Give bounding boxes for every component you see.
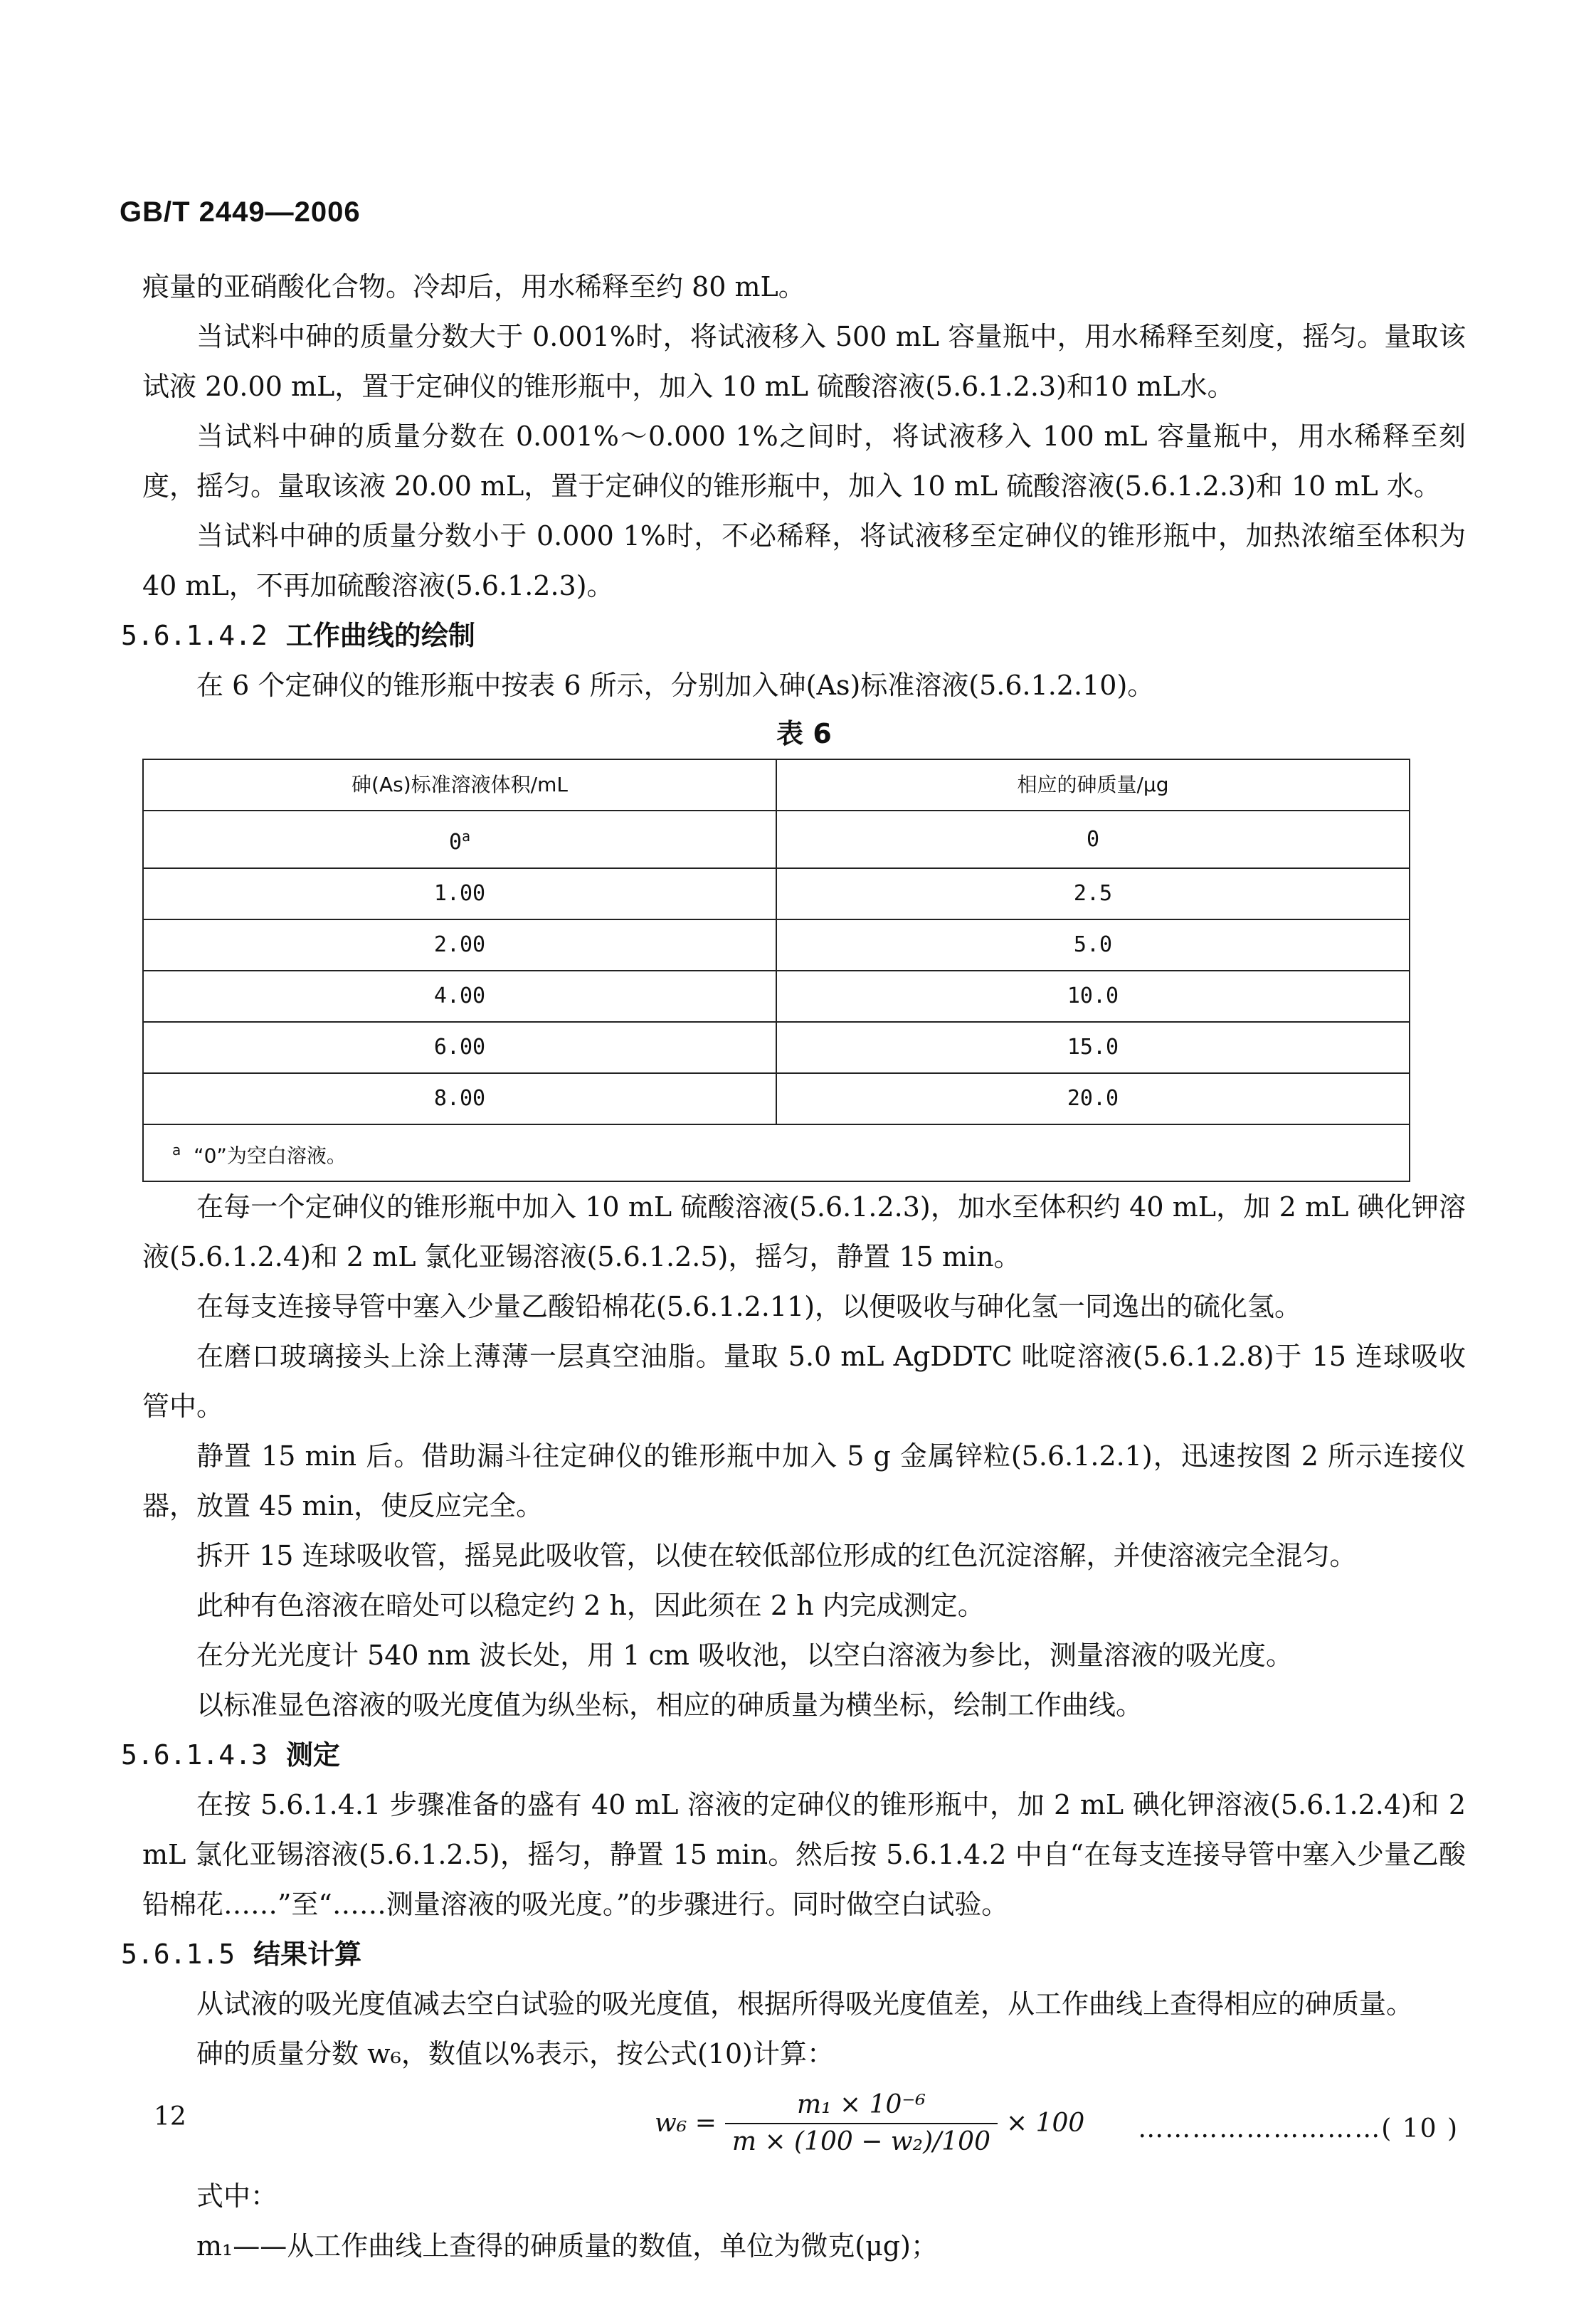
paragraph: 在 6 个定砷仪的锥形瓶中按表 6 所示，分别加入砷(As)标准溶液(5.6.1.2.10)。 xyxy=(196,670,1155,701)
table-header-cell: 相应的砷质量/μg xyxy=(776,759,1410,811)
paragraph: 在分光光度计 540 nm 波长处，用 1 cm 吸收池，以空白溶液为参比，测量溶液的吸光度。 xyxy=(196,1640,1294,1672)
table-cell: 2.00 xyxy=(143,919,776,971)
table-note-row xyxy=(143,1124,1410,1181)
formula-expression xyxy=(655,2087,1084,2160)
table-note-text: “0”为空白溶液。 xyxy=(194,1144,347,1168)
table-cell: 6.00 xyxy=(143,1022,776,1073)
paragraph: 静置 15 min 后。借助漏斗往定砷仪的锥形瓶中加入 5 g 金属锌粒(5.6.1.2.1)，迅速按图 2 所示连接仪器，放置 45 min，使反应完全。 xyxy=(142,1440,1466,1522)
paragraph: 在磨口玻璃接头上涂上薄薄一层真空油脂。量取 5.0 mL AgDDTC 吡啶溶液(5.6.1.2.8)于 15 连球吸收管中。 xyxy=(142,1341,1466,1423)
equation-number: ………………………( 10 ) xyxy=(1138,2114,1459,2144)
section-heading-5-6-1-4-2 xyxy=(121,611,1466,660)
table-cell: 4.00 xyxy=(143,971,776,1022)
paragraph: 在每一个定砷仪的锥形瓶中加入 10 mL 硫酸溶液(5.6.1.2.3)，加水至体积约 40 mL，加 2 mL 碘化钾溶液(5.6.1.2.4)和 2 mL 氯化亚锡溶液(5.6.1.2.5)，摇匀，静置 15 min。 xyxy=(142,1191,1466,1273)
paragraph: 以标准显色溶液的吸光度值为纵坐标，相应的砷质量为横坐标，绘制工作曲线。 xyxy=(196,1689,1143,1721)
section-number: 5.6.1.5 xyxy=(121,1939,236,1971)
section-title: 结果计算 xyxy=(253,1939,362,1971)
table-row xyxy=(143,811,1410,868)
table-row xyxy=(143,971,1410,1022)
document-body xyxy=(121,262,1466,2271)
paragraph: 痕量的亚硝酸化合物。冷却后，用水稀释至约 80 mL。 xyxy=(142,271,805,302)
table-header-row xyxy=(143,759,1410,811)
paragraph: 当试料中砷的质量分数大于 0.001%时，将试液移入 500 mL 容量瓶中，用水稀释至刻度，摇匀。量取该试液 20.00 mL，置于定砷仪的锥形瓶中，加入 10 mL 硫酸溶液(5.6.1.2.3)和10 mL水。 xyxy=(142,321,1466,402)
table-cell: 0 xyxy=(776,811,1410,868)
paragraph: 在按 5.6.1.4.1 步骤准备的盛有 40 mL 溶液的定砷仪的锥形瓶中，加 2 mL 碘化钾溶液(5.6.1.2.4)和 2 mL 氯化亚锡溶液(5.6.1.2.5)，摇匀，静置 15 min。然后按 5.6.1.4.2 中自“在每支连接导管中塞入少量乙酸铅棉花……”至“……测量溶液的吸光度。”的步骤进行。同时做空白试验。 xyxy=(142,1789,1466,1921)
paragraph: 此种有色溶液在暗处可以稳定约 2 h，因此须在 2 h 内完成测定。 xyxy=(196,1590,985,1622)
table-cell: 8.00 xyxy=(143,1073,776,1124)
table-caption: 表 6 xyxy=(776,718,832,749)
section-heading-5-6-1-5 xyxy=(121,1929,1466,1979)
formula-tail: × 100 xyxy=(1006,2109,1085,2138)
table-cell: 5.0 xyxy=(776,919,1410,971)
standard-number: GB/T 2449—2006 xyxy=(120,196,361,228)
section-title: 工作曲线的绘制 xyxy=(285,620,475,651)
table-row xyxy=(143,1073,1410,1124)
table-row xyxy=(143,868,1410,919)
paragraph: 从试液的吸光度值减去空白试验的吸光度值，根据所得吸光度值差，从工作曲线上查得相应的砷质量。 xyxy=(196,1988,1414,2020)
paragraph: 当试料中砷的质量分数在 0.001%～0.000 1%之间时，将试液移入 100 mL 容量瓶中，用水稀释至刻度，摇匀。量取该液 20.00 mL，置于定砷仪的锥形瓶中，加入 10 mL 硫酸溶液(5.6.1.2.3)和 10 mL 水。 xyxy=(142,421,1466,502)
paragraph: 拆开 15 连球吸收管，摇晃此吸收管，以使在较低部位形成的红色沉淀溶解，并使溶液完全混匀。 xyxy=(196,1540,1357,1572)
table-note xyxy=(143,1124,1410,1181)
formula-fraction xyxy=(725,2087,998,2160)
formula-numerator: m₁ × 10⁻⁶ xyxy=(796,2090,926,2120)
table-row xyxy=(143,1022,1410,1073)
table-cell: 10.0 xyxy=(776,971,1410,1022)
section-title: 测定 xyxy=(285,1739,340,1771)
table-cell: 2.5 xyxy=(776,868,1410,919)
page-number: 12 xyxy=(154,2102,186,2131)
table-header-cell: 砷(As)标准溶液体积/mL xyxy=(143,759,776,811)
table-6 xyxy=(142,759,1410,1182)
table-cell xyxy=(143,811,776,868)
paragraph: 砷的质量分数 w₆，数值以%表示，按公式(10)计算： xyxy=(196,2038,834,2070)
formula-denominator: m × (100 − w₂)/100 xyxy=(725,2123,998,2160)
paragraph: 在每支连接导管中塞入少量乙酸铅棉花(5.6.1.2.11)，以便吸收与砷化氢一同逸出的硫化氢。 xyxy=(196,1291,1302,1323)
table-cell: 15.0 xyxy=(776,1022,1410,1073)
variable-definition: m₁——从工作曲线上查得的砷质量的数值，单位为微克(μg)； xyxy=(196,2230,938,2262)
footnote-mark: a xyxy=(172,1141,181,1159)
table-row xyxy=(143,919,1410,971)
paragraph: 当试料中砷的质量分数小于 0.000 1%时，不必稀释，将试液移至定砷仪的锥形瓶中，加热浓缩至体积为 40 mL，不再加硫酸溶液(5.6.1.2.3)。 xyxy=(142,520,1466,601)
footnote-mark: a xyxy=(462,828,471,845)
section-heading-5-6-1-4-3 xyxy=(121,1730,1466,1780)
formula-lhs: w₆ = xyxy=(655,2109,717,2138)
table-cell: 20.0 xyxy=(776,1073,1410,1124)
formula-10 xyxy=(142,2083,1466,2168)
table-cell: 1.00 xyxy=(143,868,776,919)
section-number: 5.6.1.4.3 xyxy=(121,1739,268,1771)
cell-value: 0 xyxy=(448,830,462,855)
where-label: 式中： xyxy=(196,2180,278,2213)
section-number: 5.6.1.4.2 xyxy=(121,620,268,651)
